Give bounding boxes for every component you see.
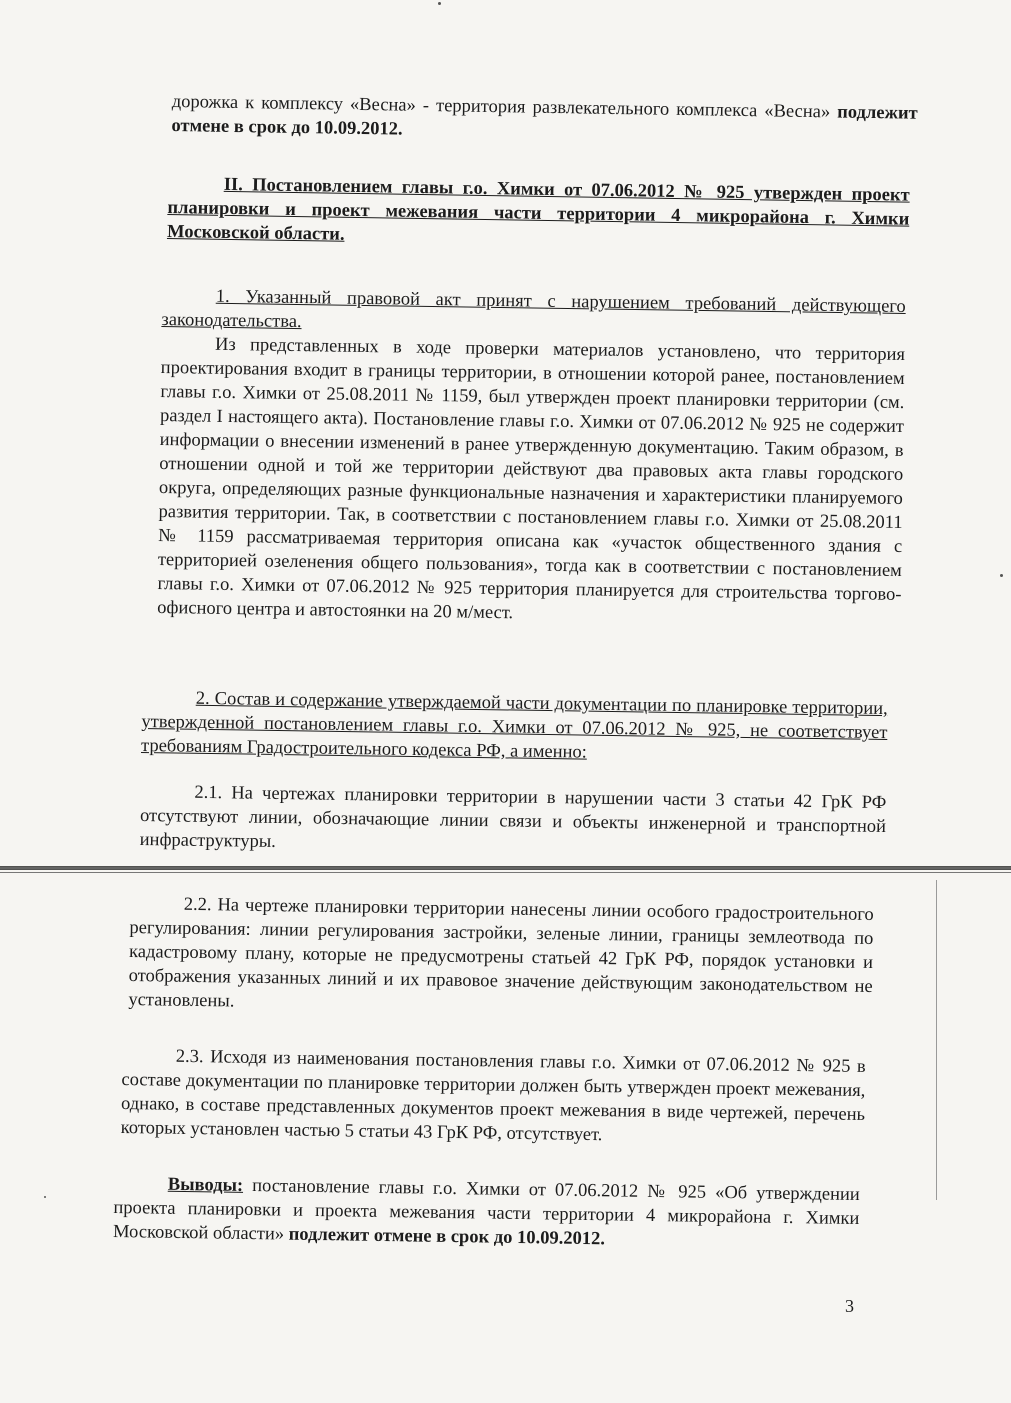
section2-heading: II. Постановлением главы г.о. Химки от 07.06.2012 № 925 утвержден проект планировки и проект межевания части территории 4 микрорайона г. Химки Московской области. xyxy=(166,174,910,245)
scan-speck xyxy=(1000,574,1003,577)
conclusion-bold: подлежит отмене в срок до 10.09.2012. xyxy=(288,1224,606,1250)
point1-body: Из представленных в ходе проверки материалов установлено, что территория проектирования входит в границы территории, в отношении которой ранее, постановлением главы г.о. Химки от 25.08.2011 № 1159, был утвержден проект планировки территории (см. раздел I настоящего акта). Постановление главы г.о. Химки от 07.06.2012 № 925 не содержит информации о внесении изменений в ранее утвержденную документацию. Таким образом, в отношении одной и той же территории действуют два правовых акта главы городского округа, определяющих разные функциональные назначения и характеристики планируемого развития территории. Так, в соответствии с постановлением главы г.о. Химки от 25.08.2011 № 1159 рассматриваемая территория описана как «участок общественного здания с территорией озеленения общего пользования», тогда как в соответствии с постановлением главы г.о. Химки от 07.06.2012 № 925 территория планируется для строительства торгово-офисного центра и автостоянки на 20 м/мест. xyxy=(157,334,906,624)
point1 xyxy=(157,284,906,631)
conclusion xyxy=(113,1172,860,1255)
point1-heading: 1. Указанный правовой акт принят с нарушением требований действующего законодательства. xyxy=(161,286,906,333)
page-number: 3 xyxy=(845,1296,854,1316)
paragraph-2-2: 2.2. На чертеже планировки территории нанесены линии особого градостроительного регулирования: линии регулирования застройки, зеленые линии, границы землеотвода по кадастровому плану, которые не предусмотрены статьей 42 ГрК РФ, порядок установки и отображения указанных линий и их правовое значение действующим законодательством не установлены. xyxy=(128,894,874,1012)
top-fragment xyxy=(171,90,918,150)
conclusion-label: Выводы: xyxy=(167,1174,244,1196)
scan-artifact-line xyxy=(0,866,1011,870)
paragraph-2-3: 2.3. Исходя из наименования постановления главы г.о. Химки от 07.06.2012 № 925 в составе документации по планировке территории должен быть утвержден проект межевания, однако, в составе представленных документов проект межевания в виде чертежей, перечень которых установлен частью 5 статьи 43 ГрК РФ, отсутствует. xyxy=(120,1046,866,1146)
scan-artifact-edge xyxy=(936,880,937,1200)
scan-artifact-line-thin xyxy=(0,872,1011,873)
paragraph-2-1: 2.1. На чертежах планировки территории в нарушении части 3 статьи 42 ГрК РФ отсутствуют линии, обозначающие линии связи и объекты инженерной и транспортной инфраструктуры. xyxy=(139,782,887,853)
conclusion-text: постановление главы г.о. Химки от 07.06.2012 № 925 «Об утверждении проекта планировки и проекта межевания части территории 4 микрорайона г. Химки Московской области» xyxy=(112,1175,860,1245)
top-fragment-text: дорожка к комплексу «Весна» - территория развлекательного комплекса «Весна» xyxy=(171,91,838,123)
point2-heading: 2. Состав и содержание утверждаемой части документации по планировке территории, утвержденной постановлением главы г.о. Химки от 07.06.2012 № 925, не соответствует требованиям Градостроительного кодекса РФ, а именно: xyxy=(140,688,888,763)
top-fragment-bold: подлежит отмене в срок до 10.09.2012. xyxy=(171,102,918,140)
scan-speck xyxy=(44,1196,46,1198)
scan-speck xyxy=(438,2,441,5)
point2 xyxy=(140,686,888,863)
